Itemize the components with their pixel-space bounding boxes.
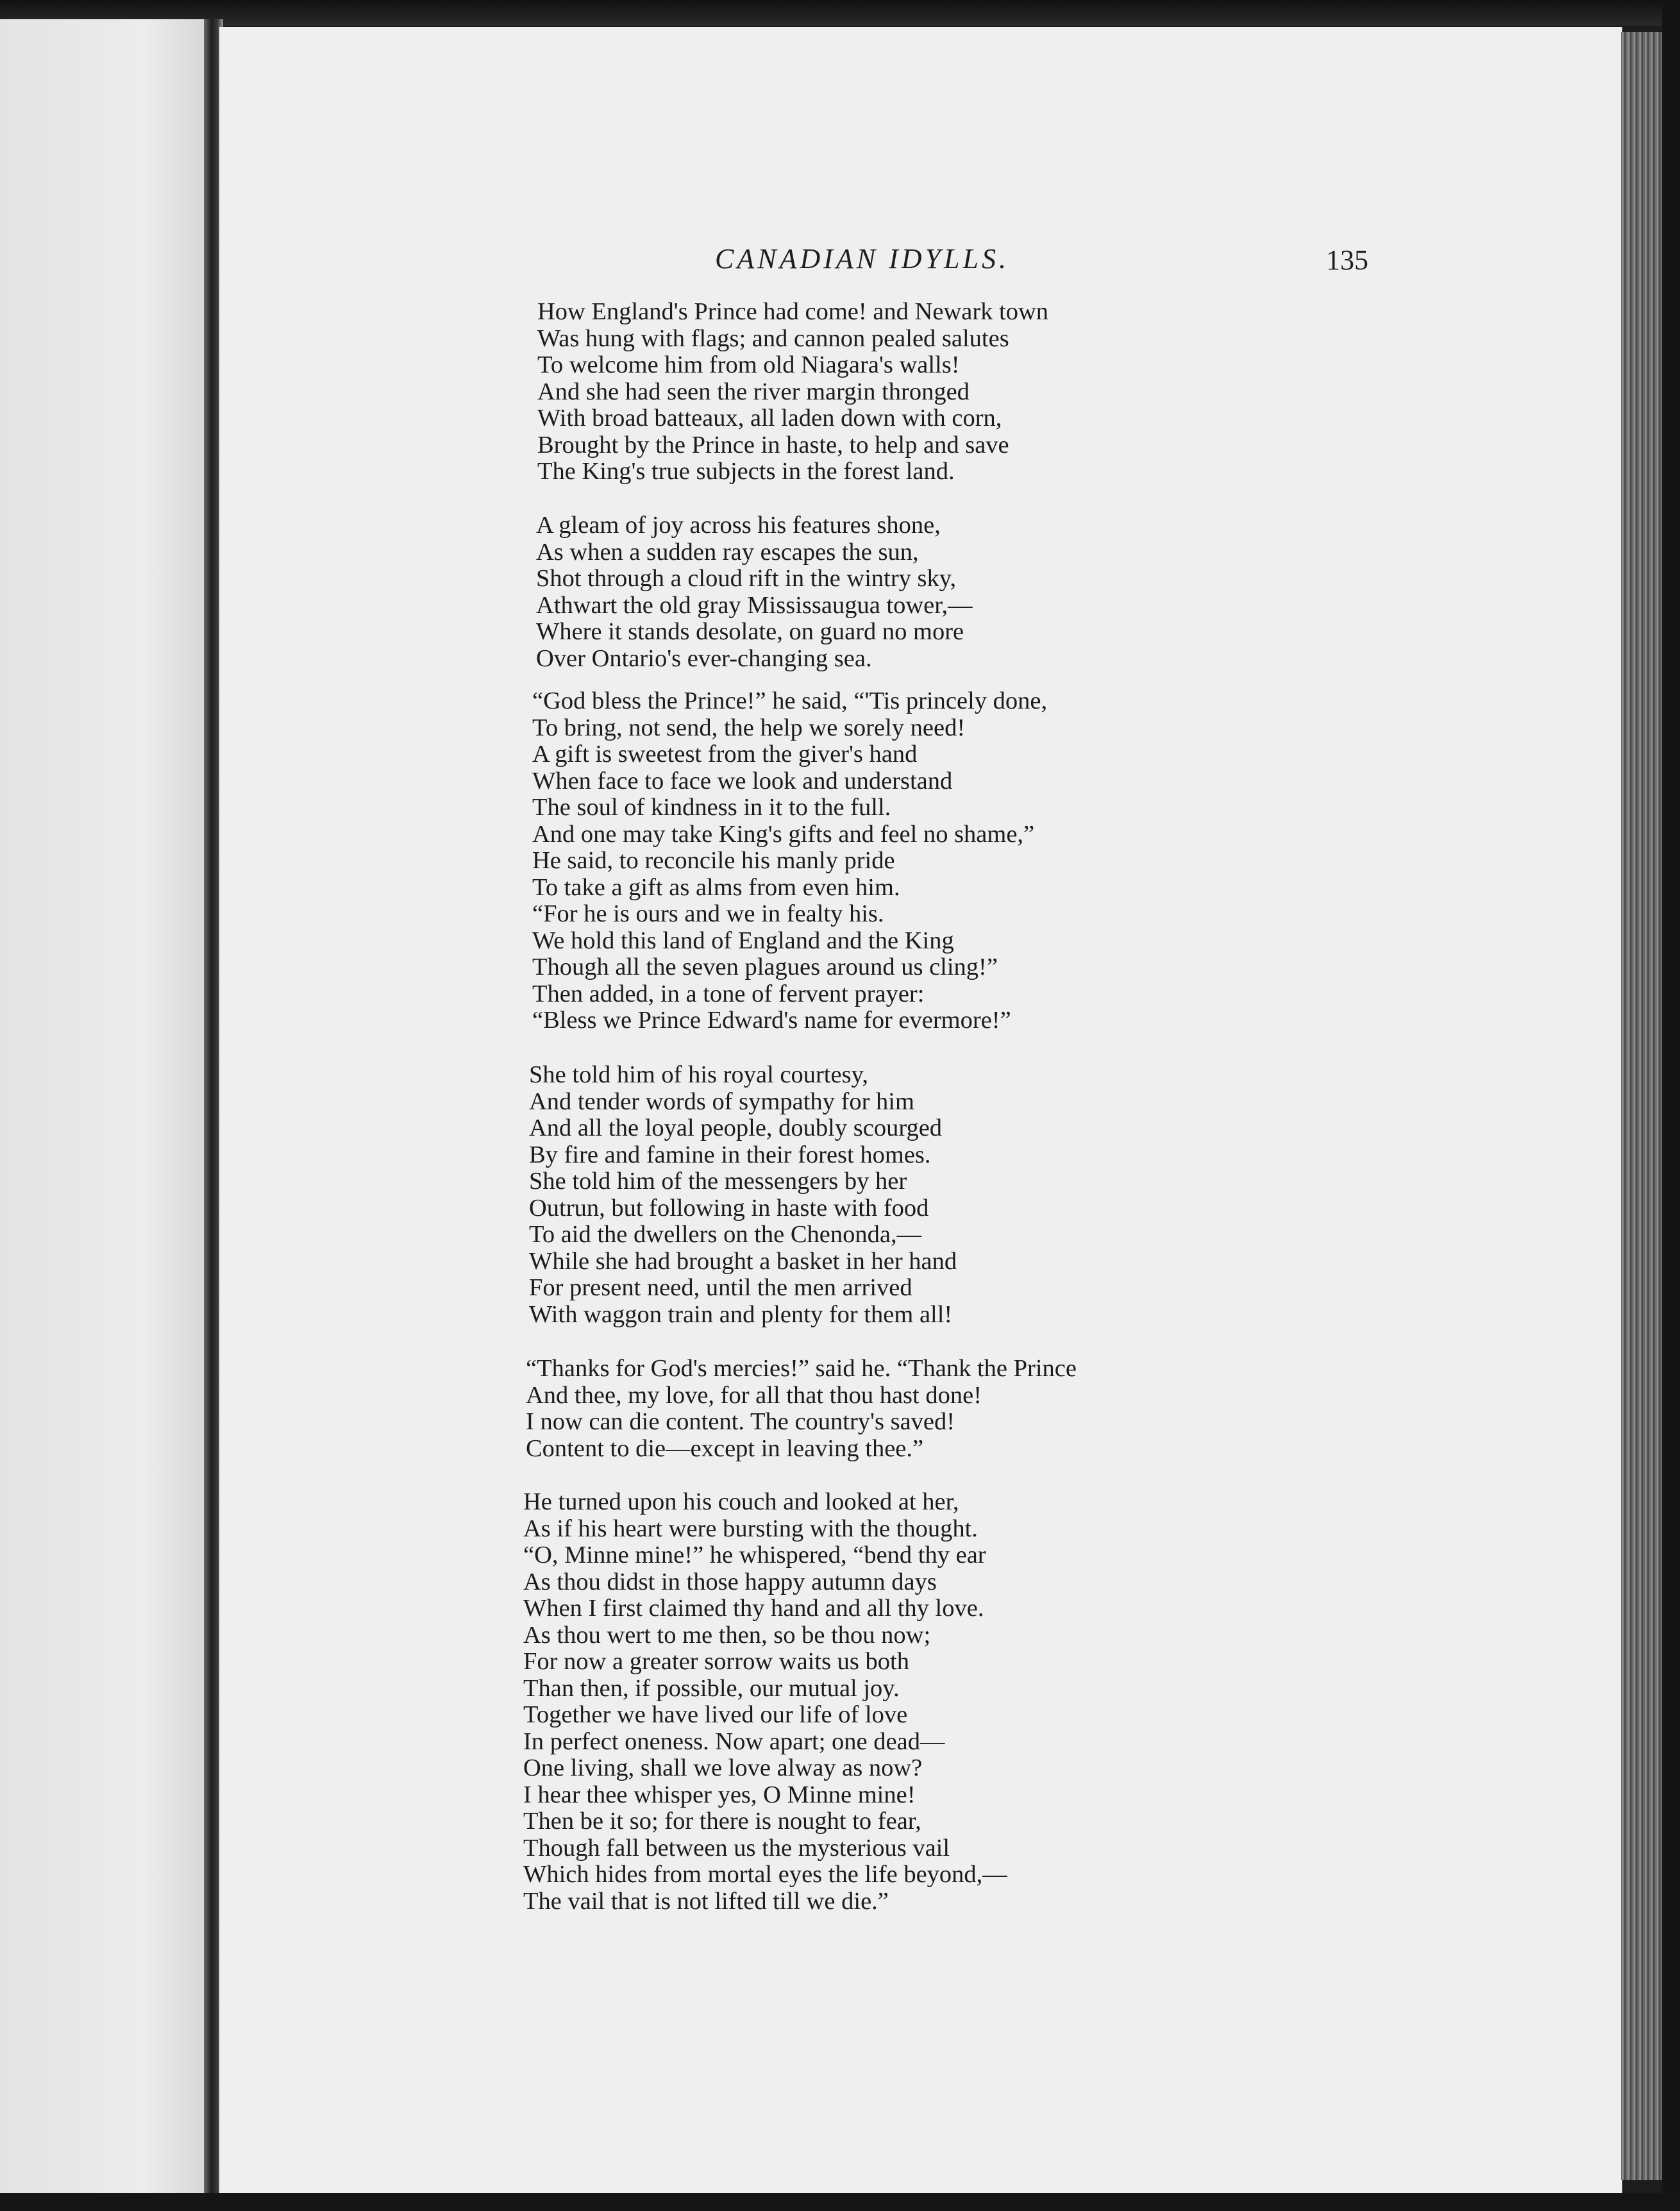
scan-bottom-edge [0, 2193, 1680, 2211]
verse-line: Then be it so; for there is nought to fear, [523, 1808, 921, 1835]
verse-line: When face to face we look and understand [532, 767, 953, 794]
verse-line: The soul of kindness in it to the full. [532, 794, 891, 821]
verse-line: I hear thee whisper yes, O Minne mine! [523, 1781, 916, 1808]
verse-line: The King's true subjects in the forest land. [537, 458, 955, 485]
stanza-2 [536, 512, 973, 672]
verse-line: Shot through a cloud rift in the wintry sky, [536, 565, 957, 592]
verse-line: “Bless we Prince Edward's name for evermore!” [532, 1007, 1011, 1034]
stanza-5 [526, 1356, 1077, 1462]
verse-line: Outrun, but following in haste with food [529, 1194, 929, 1222]
verse-line: As when a sudden ray escapes the sun, [536, 538, 919, 566]
verse-line: How England's Prince had come! and Newark town [537, 298, 1049, 325]
verse-line: And tender words of sympathy for him [529, 1088, 914, 1115]
stanza-1 [537, 299, 1048, 485]
verse-line: To welcome him from old Niagara's walls! [537, 351, 960, 378]
verse-line: “God bless the Prince!” he said, “'Tis princely done, [532, 687, 1048, 714]
verse-line: One living, shall we love alway as now? [523, 1754, 923, 1781]
verse-line: Brought by the Prince in haste, to help and save [537, 431, 1009, 458]
verse-line: The vail that is not lifted till we die.” [523, 1887, 889, 1915]
verse-line: To aid the dwellers on the Chenonda,— [529, 1221, 922, 1248]
verse-line: “Thanks for God's mercies!” said he. “Thank the Prince [526, 1355, 1077, 1382]
verse-line: When I first claimed thy hand and all thy love. [523, 1595, 984, 1622]
scan-top-edge [0, 0, 1680, 26]
verse-line: With broad batteaux, all laden down with corn, [537, 405, 1002, 432]
verse-line: Content to die—except in leaving thee.” [526, 1434, 924, 1462]
page-fore-edge [1621, 32, 1662, 2180]
verse-line: A gleam of joy across his features shone, [536, 512, 941, 539]
verse-line: To bring, not send, the help we sorely need! [532, 714, 966, 741]
verse-line: She told him of the messengers by her [529, 1168, 907, 1195]
verse-line: As thou didst in those happy autumn days [523, 1568, 937, 1595]
verse-line: And she had seen the river margin thronged [537, 378, 970, 405]
verse-line: Though fall between us the mysterious vail [523, 1834, 950, 1862]
scan-right-edge [1662, 0, 1680, 2211]
verse-line: She told him of his royal courtesy, [529, 1061, 868, 1088]
verse-line: Which hides from mortal eyes the life beyond,— [523, 1861, 1007, 1888]
verse-line: As thou wert to me then, so be thou now; [523, 1621, 931, 1649]
verse-line: As if his heart were bursting with the thought. [523, 1515, 978, 1542]
verse-line: We hold this land of England and the King [532, 927, 954, 954]
verse-line: I now can die content. The country's saved! [526, 1408, 955, 1435]
verse-line: Though all the seven plagues around us cling!” [532, 954, 998, 980]
verse-line: Was hung with flags; and cannon pealed salutes [537, 324, 1009, 352]
facing-page-edge [0, 19, 208, 2193]
verse-line: Over Ontario's ever-changing sea. [536, 644, 872, 672]
verse-line: And thee, my love, for all that thou hast done! [526, 1381, 982, 1409]
verse-line: While she had brought a basket in her hand [529, 1247, 957, 1275]
verse-line: “O, Minne mine!” he whispered, “bend thy ear [523, 1542, 986, 1568]
verse-line: Together we have lived our life of love [523, 1701, 908, 1728]
verse-line: With waggon train and plenty for them all! [529, 1300, 953, 1328]
verse-line: “For he is ours and we in fealty his. [532, 900, 884, 927]
verse-line: Than then, if possible, our mutual joy. [523, 1674, 900, 1702]
verse-line: For now a greater sorrow waits us both [523, 1648, 909, 1675]
verse-line: By fire and famine in their forest homes. [529, 1141, 931, 1168]
verse-line: And one may take King's gifts and feel no shame,” [532, 820, 1035, 848]
verse-line: A gift is sweetest from the giver's hand [532, 741, 918, 768]
verse-line: In perfect oneness. Now apart; one dead— [523, 1728, 945, 1755]
verse-line: Athwart the old gray Mississaugua tower,— [536, 591, 973, 619]
verse-line: He said, to reconcile his manly pride [532, 847, 895, 874]
page-number: 135 [1326, 244, 1368, 276]
verse-line: And all the loyal people, doubly scourged [529, 1114, 943, 1141]
stanza-6 [523, 1489, 1007, 1915]
stanza-4 [529, 1062, 957, 1328]
verse-line: He turned upon his couch and looked at her, [523, 1488, 959, 1515]
running-head: CANADIAN IDYLLS. [715, 243, 1009, 274]
verse-line: Then added, in a tone of fervent prayer: [532, 980, 925, 1007]
stanza-3 [532, 688, 1047, 1034]
verse-line: For present need, until the men arrived [529, 1274, 912, 1301]
verse-line: Where it stands desolate, on guard no more [536, 618, 964, 645]
verse-line: To take a gift as alms from even him. [532, 873, 900, 901]
